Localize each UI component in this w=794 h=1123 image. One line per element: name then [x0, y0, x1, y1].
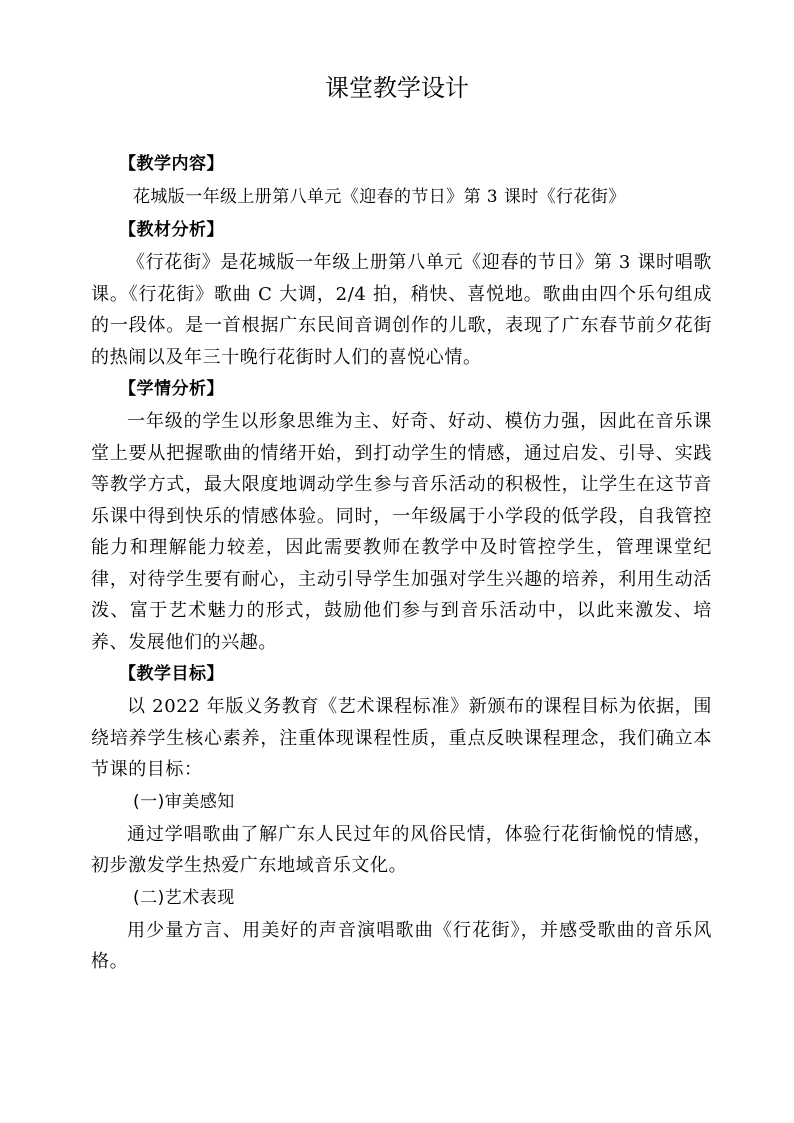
student-analysis-paragraph: 一年级的学生以形象思维为主、好奇、好动、模仿力强，因此在音乐课堂上要从把握歌曲的情绪开始，到打动学生的情感，通过启发、引导、实践等教学方式，最大限度地调动学生参与音乐活动的积极性，让学生在这节音乐课中得到快乐的情感体验。同时，一年级属于小学段的低学段，自我管控能力和理解能力较差，因此需要教师在教学中及时管控学生，管理课堂纪律，对待学生要有耐心，主动引导学生加强对学生兴趣的培养，利用生动活泼、富于艺术魅力的形式，鼓励他们参与到音乐活动中，以此来激发、培养、发展他们的兴趣。 — [91, 411, 712, 653]
section-heading-teaching-content: 【教学内容】 — [119, 154, 224, 174]
section-heading-teaching-goals: 【教学目标】 — [119, 664, 224, 684]
aesthetic-perception-paragraph: 通过学唱歌曲了解广东人民过年的风俗民情，体验行花街愉悦的情感，初步激发学生热爱广东地域音乐文化。 — [91, 823, 712, 876]
teaching-content-text: 花城版一年级上册第八单元《迎春的节日》第 3 课时《行花街》 — [133, 187, 626, 207]
document-title: 课堂教学设计 — [325, 74, 469, 102]
document-body — [91, 148, 712, 978]
artistic-expression-paragraph: 用少量方言、用美好的声音演唱歌曲《行花街》，并感受歌曲的音乐风格。 — [91, 919, 712, 972]
subsection-label-aesthetic-perception: (一)审美感知 — [133, 791, 235, 812]
section-heading-student-analysis: 【学情分析】 — [119, 379, 224, 399]
material-analysis-paragraph: 《行花街》是花城版一年级上册第八单元《迎春的节日》第 3 课时唱歌课。《行花街》歌曲 C 大调，2/4 拍，稍快、喜悦地。歌曲由四个乐句组成的一段体。是一首根据广东民间音调创作的儿歌，表现了广东春节前夕花街的热闹以及年三十晚行花街时人们的喜悦心情。 — [91, 252, 712, 368]
teaching-goals-paragraph: 以 2022 年版义务教育《艺术课程标准》新颁布的课程目标为依据，围绕培养学生核心素养，注重体现课程性质，重点反映课程理念，我们确立本节课的目标： — [91, 696, 712, 780]
section-heading-material-analysis: 【教材分析】 — [119, 220, 224, 240]
subsection-label-artistic-expression: (二)艺术表现 — [133, 887, 235, 908]
